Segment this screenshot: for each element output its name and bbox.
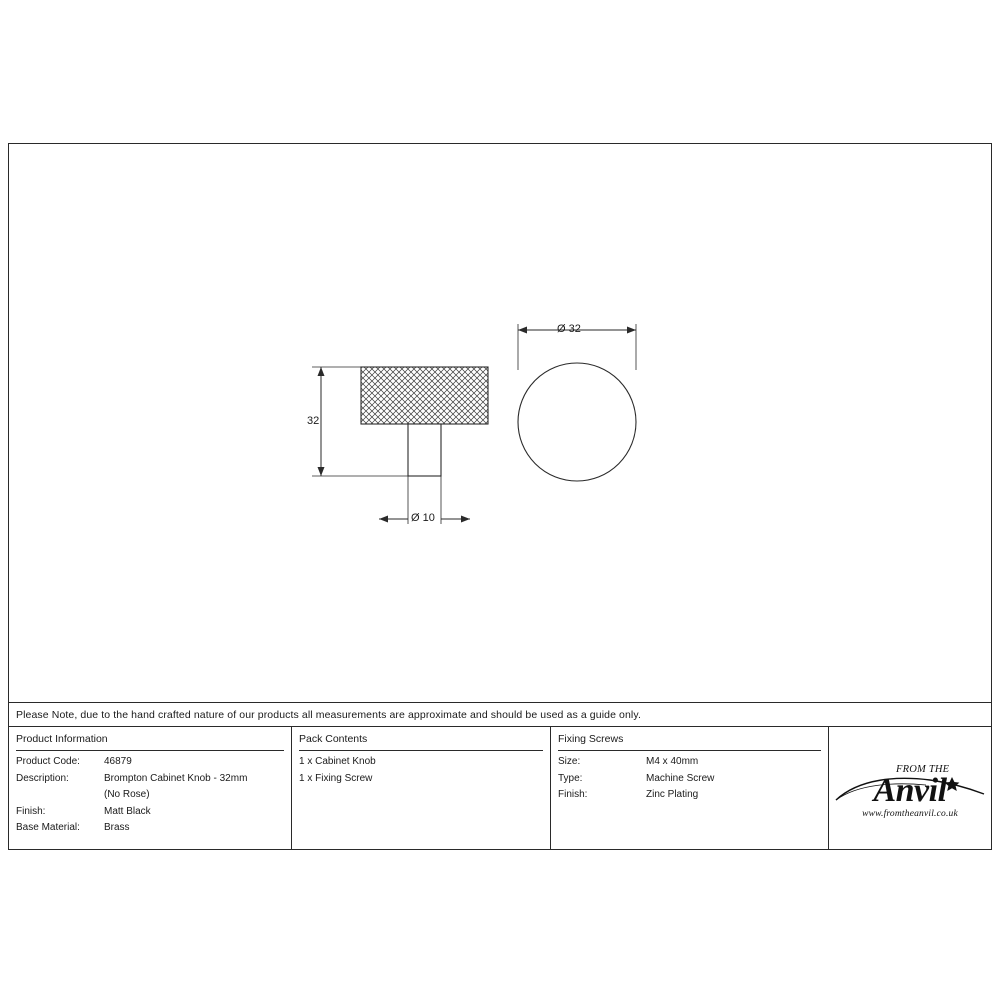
product-finish-value: Matt Black [104, 805, 151, 817]
disclaimer-note [9, 702, 991, 727]
panel-pack-body [292, 745, 550, 787]
product-finish-key: Finish: [16, 805, 46, 817]
dimension-label-height: 32 [307, 415, 320, 427]
panel-product-title: Product Information [16, 733, 108, 745]
spec-sheet [8, 143, 992, 850]
product-description-cont-value: (No Rose) [104, 789, 150, 800]
product-code-key: Product Code: [16, 756, 80, 767]
screw-type-key: Type: [558, 772, 583, 784]
panel-pack-contents [292, 727, 551, 850]
screw-row-size [558, 754, 828, 771]
logo-from-the-text: FROM THE [896, 764, 950, 775]
product-row-code [16, 754, 291, 771]
product-description-key: Description: [16, 772, 69, 784]
product-row-base-material [16, 820, 291, 837]
product-description-cont-key [16, 787, 104, 804]
product-description-value: Brompton Cabinet Knob - 32mm [104, 772, 248, 784]
disclaimer-text: Please Note, due to the hand crafted nature of our products all measurements are approximate and should be used as a guide only. [16, 708, 641, 721]
product-row-finish [16, 804, 291, 821]
screw-finish-value: Zinc Plating [646, 789, 699, 800]
screw-finish-key: Finish: [558, 789, 588, 800]
panel-product-body [9, 745, 291, 837]
panel-pack-title: Pack Contents [299, 733, 368, 745]
screw-type-value: Machine Screw [646, 772, 715, 784]
side-elevation [361, 367, 488, 476]
panel-product-divider [16, 750, 284, 751]
drawing-svg [9, 144, 991, 702]
screw-row-finish [558, 787, 828, 804]
plan-view [518, 363, 636, 481]
panel-brand-logo [829, 727, 991, 850]
panel-screws-title: Fixing Screws [558, 733, 624, 745]
logo-url-text: www.fromtheanvil.co.uk [862, 809, 958, 819]
panel-pack-divider [299, 750, 543, 751]
brand-logo [834, 758, 986, 819]
anvil-swoosh-icon [834, 774, 986, 818]
pack-item: 1 x Fixing Screw [299, 772, 373, 784]
info-panels [9, 727, 991, 850]
screw-size-key: Size: [558, 756, 581, 767]
product-code-value: 46879 [104, 756, 132, 767]
dimension-label-shank-diameter: Ø 10 [411, 512, 435, 524]
logo-anvil-text: Anvil [873, 772, 947, 809]
product-row-description [16, 771, 291, 788]
dimension-label-head-diameter: Ø 32 [557, 323, 581, 335]
panel-fixing-screws [551, 727, 829, 850]
panel-screws-body [551, 745, 828, 804]
panel-screws-divider [558, 750, 821, 751]
technical-drawing [9, 144, 991, 702]
screw-size-value: M4 x 40mm [646, 756, 699, 767]
product-base-material-key: Base Material: [16, 822, 80, 833]
product-row-description-cont [16, 787, 291, 804]
screw-row-type [558, 771, 828, 788]
panel-product-information [9, 727, 292, 850]
pack-item: 1 x Cabinet Knob [299, 756, 376, 767]
product-base-material-value: Brass [104, 822, 130, 833]
